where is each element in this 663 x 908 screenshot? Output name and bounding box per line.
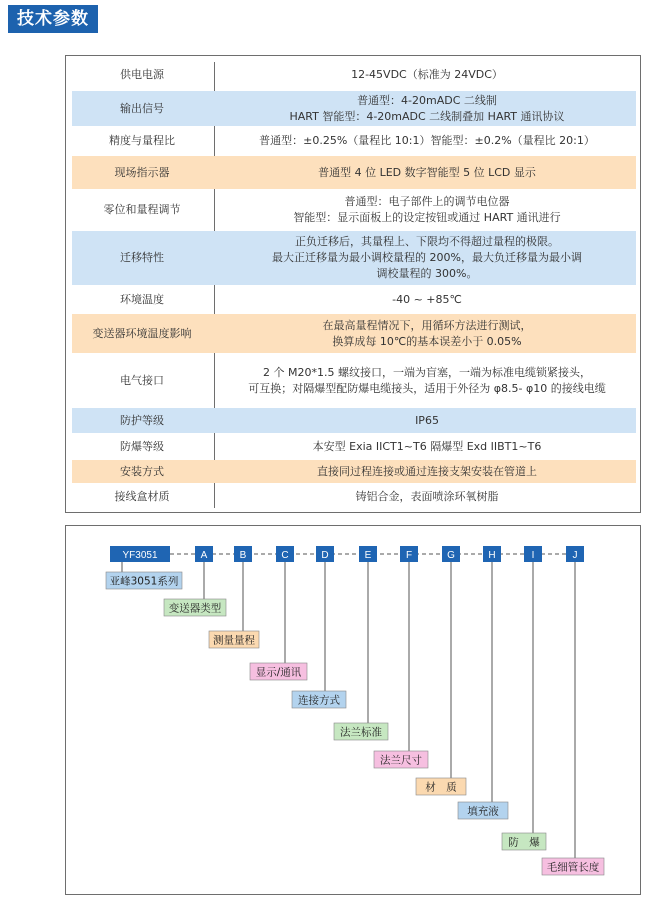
code-letter: C <box>281 550 289 561</box>
field-label: 法兰标准 <box>340 726 382 739</box>
spec-row <box>72 156 636 189</box>
spec-value <box>218 129 636 153</box>
spec-value-line: 普通型 4 位 LED 数字智能型 5 位 LCD 显示 <box>318 165 536 179</box>
spec-value-line: 普通型：4-20mADC 二线制 <box>357 93 497 107</box>
field-label: 亚峰3051系列 <box>109 575 179 588</box>
spec-row <box>72 460 636 483</box>
spec-label: 安装方式 <box>120 464 164 478</box>
spec-label: 变送器环境温度影响 <box>92 326 192 340</box>
spec-value-line: 普通型：电子部件上的调节电位器 <box>344 195 510 208</box>
spec-value-line: 正负迁移后，其量程上、下限均不得超过量程的极限。 <box>295 235 559 248</box>
spec-row <box>72 486 636 508</box>
spec-value <box>218 231 636 285</box>
spec-value-line: 可互换；对隔爆型配防爆电缆接头，适用于外径为 φ8.5- φ10 的接线电缆 <box>248 381 606 395</box>
spec-value <box>218 314 636 353</box>
field-label: 测量量程 <box>213 634 255 647</box>
spec-label: 现场指示器 <box>114 165 170 179</box>
field-label: 连接方式 <box>298 694 340 707</box>
spec-value <box>218 356 636 405</box>
spec-value-line: 2 个 M20*1.5 螺纹接口，一端为盲塞，一端为标准电缆锁紧接头， <box>263 365 591 379</box>
spec-value-line: 最大正迁移量为最小调校量程的 200%，最大负迁移量为最小调 <box>272 251 582 264</box>
spec-row <box>72 231 636 285</box>
spec-label: 接线盒材质 <box>114 490 170 503</box>
spec-value <box>218 288 636 311</box>
spec-label: 零位和量程调节 <box>103 203 181 216</box>
code-letter: A <box>200 550 208 561</box>
field-label: 材 质 <box>425 781 457 794</box>
spec-value-line: -40 ~ +85℃ <box>392 292 462 306</box>
code-letter: I <box>531 550 535 561</box>
code-letter: B <box>239 550 247 561</box>
spec-row <box>72 192 636 228</box>
spec-value-line: 铸铝合金，表面喷涂环氧树脂 <box>355 490 499 503</box>
spec-value-line: 12-45VDC（标准为 24VDC） <box>351 68 503 81</box>
spec-table <box>65 55 641 513</box>
field-label: 法兰尺寸 <box>380 754 422 767</box>
code-letter: H <box>488 550 496 561</box>
spec-value-line: IP65 <box>415 413 439 427</box>
model-code-svg <box>66 526 642 896</box>
code-letter: F <box>405 550 413 561</box>
spec-value-line: 本安型 Exia IICT1~T6 隔爆型 Exd IIBT1~T6 <box>312 439 542 453</box>
spec-label: 精度与量程比 <box>109 134 175 147</box>
spec-value-line: 在最高量程情况下，用循环方法进行测试， <box>322 318 532 332</box>
spec-value <box>218 192 636 228</box>
code-letter: D <box>321 550 329 561</box>
spec-row <box>72 129 636 153</box>
field-label: 变送器类型 <box>168 602 222 615</box>
field-label: 填充液 <box>467 805 499 818</box>
spec-row <box>72 408 636 433</box>
spec-value <box>218 460 636 483</box>
spec-label: 防护等级 <box>120 413 164 427</box>
spec-value-line: 调校量程的 300%。 <box>376 267 478 280</box>
spec-value-line: HART 智能型：4-20mADC 二线制叠加 HART 通讯协议 <box>289 109 565 123</box>
spec-value-line: 智能型：显示面板上的设定按钮或通过 HART 通讯进行 <box>293 211 561 224</box>
model-code-diagram <box>65 525 641 895</box>
field-label: 显示/通讯 <box>255 666 302 679</box>
spec-value-line: 直接同过程连接或通过连接支架安装在管道上 <box>317 464 537 478</box>
spec-row <box>72 436 636 457</box>
spec-value-line: 普通型：±0.25%（量程比 10:1）智能型：±0.2%（量程比 20:1） <box>259 134 595 147</box>
spec-label: 环境温度 <box>120 292 164 306</box>
section-title: 技术参数 <box>8 5 98 33</box>
spec-row <box>72 314 636 353</box>
spec-value <box>218 408 636 433</box>
prefix-label: YF3051 <box>122 550 158 561</box>
spec-row <box>72 288 636 311</box>
field-label: 防 爆 <box>508 836 540 849</box>
spec-value <box>218 486 636 508</box>
field-label: 毛细管长度 <box>546 861 600 874</box>
code-letter: J <box>572 550 578 561</box>
spec-value <box>218 436 636 457</box>
code-letter: G <box>447 550 455 561</box>
spec-row <box>72 356 636 405</box>
spec-label: 防爆等级 <box>120 439 164 453</box>
spec-label: 供电电源 <box>120 68 164 81</box>
spec-row <box>72 62 636 88</box>
spec-label: 迁移特性 <box>120 251 164 264</box>
spec-value <box>218 156 636 189</box>
spec-label: 输出信号 <box>120 101 164 115</box>
spec-label: 电气接口 <box>120 373 164 387</box>
spec-value <box>218 91 636 126</box>
spec-value <box>218 62 636 88</box>
spec-row <box>72 91 636 126</box>
code-letter: E <box>364 550 372 561</box>
spec-value-line: 换算成每 10℃的基本误差小于 0.05% <box>332 334 522 348</box>
